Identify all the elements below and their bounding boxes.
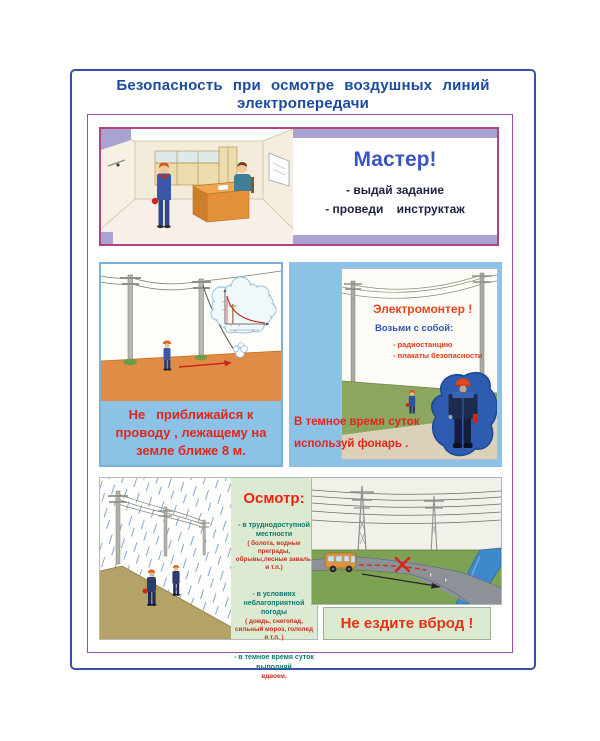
inspection-item-text: - в труднодоступной местности	[238, 522, 310, 539]
ford-caption: Не ездите вброд !	[323, 607, 491, 640]
rain-scene-svg	[100, 478, 231, 639]
poster-title-line2: электропередачи	[236, 95, 370, 112]
master-text-block	[293, 129, 497, 244]
inspection-item-text: - в условиях неблагоприятной погоды	[243, 590, 305, 616]
fallen-wire-caption-line: земле ближе 8 м.	[136, 443, 246, 459]
electrician-caption	[294, 411, 419, 455]
ford-illustration	[311, 477, 502, 605]
electrician-item: - плакаты безопасности	[393, 351, 483, 361]
inspection-item-text: - в темное время суток выполняй	[234, 654, 314, 671]
fallen-wire-scene-svg	[101, 264, 281, 401]
inspection-item-note: вдвоем.	[261, 672, 287, 680]
inspection-item-note: ( болота, водные преграды, обрывы,лесные завалы и т.п.)	[235, 540, 313, 571]
poster-title-line1: Безопасность при осмотре воздушных линий	[116, 77, 490, 94]
panel-fallen-wire	[99, 262, 283, 467]
electrician-caption-line: В темное время суток	[294, 416, 420, 428]
electrician-item: - радиостанцию	[393, 340, 453, 349]
ford-scene-svg	[312, 478, 501, 604]
office-scene-svg	[101, 129, 293, 244]
fallen-wire-caption	[101, 401, 281, 465]
inspection-item	[234, 521, 314, 572]
master-instruction-item: - проведи инструктаж	[325, 201, 465, 216]
lavender-strip-bottom	[293, 235, 497, 244]
master-instructions	[293, 181, 497, 218]
fallen-wire-caption-line: Не приближайся к	[128, 407, 254, 422]
poster-outer-frame	[70, 69, 536, 680]
inspection-item	[234, 653, 314, 680]
panel-inspection	[99, 477, 318, 680]
electrician-items	[393, 339, 482, 362]
electrician-heading: Электромонтер !	[373, 302, 473, 316]
inspection-heading: Осмотр:	[243, 490, 305, 507]
fallen-wire-illustration	[101, 264, 281, 401]
electrician-caption-line: используй фонарь .	[294, 438, 409, 450]
office-illustration	[101, 129, 293, 244]
electrician-subheading: Возьми с собой:	[375, 323, 454, 334]
panel-master	[99, 127, 499, 246]
panel-electrician	[289, 262, 502, 467]
fallen-wire-caption-line: проводу , лежащему на	[115, 425, 267, 441]
master-heading: Мастер!	[353, 148, 437, 171]
poster-title	[72, 77, 534, 113]
flashlight	[473, 414, 478, 423]
inspection-item	[234, 590, 314, 642]
inspection-text-block	[231, 478, 317, 680]
poster-inner-frame	[87, 114, 513, 680]
inspection-item-note: ( дождь, снегопад, сильный мороз, гололед и т.п. )	[235, 617, 313, 641]
panel-ford	[311, 477, 501, 640]
rain-inspection-illustration	[100, 478, 231, 639]
lavender-strip-top	[293, 129, 497, 138]
master-instruction-item: - выдай задание	[345, 183, 445, 197]
